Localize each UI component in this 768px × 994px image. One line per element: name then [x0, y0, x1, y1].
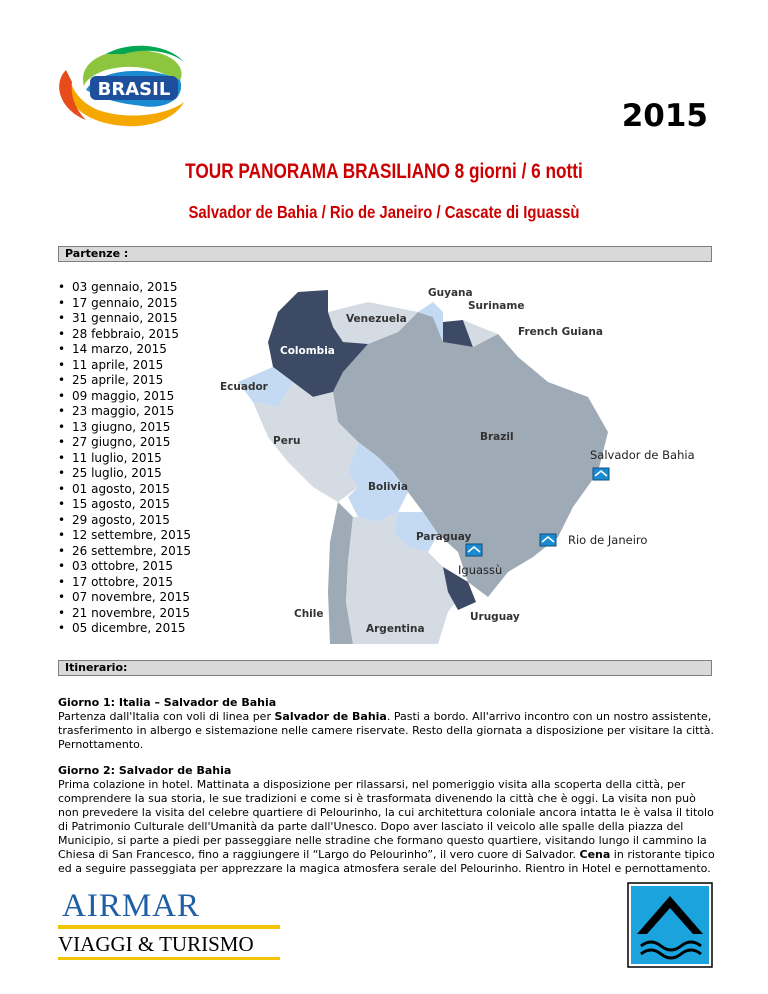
itinerary-day-1: [58, 696, 718, 752]
list-item: • 01 agosto, 2015: [58, 482, 191, 498]
list-item: • 11 aprile, 2015: [58, 358, 191, 374]
list-item: • 28 febbraio, 2015: [58, 327, 191, 343]
list-item: • 07 novembre, 2015: [58, 590, 191, 606]
label-bolivia: Bolivia: [368, 481, 408, 493]
iguassu-marker: [466, 544, 482, 556]
label-venezuela: Venezuela: [346, 313, 407, 325]
label-salvador: Salvador de Bahia: [590, 448, 695, 462]
page-subtitle: Salvador de Bahia / Rio de Janeiro / Cascate di Iguassù: [188, 202, 580, 222]
label-colombia: Colombia: [280, 345, 335, 357]
label-rio: Rio de Janeiro: [568, 533, 648, 547]
label-suriname: Suriname: [468, 300, 525, 312]
partenze-section-header: Partenze :: [58, 246, 712, 262]
label-ecuador: Ecuador: [220, 381, 268, 393]
list-item: • 13 giugno, 2015: [58, 420, 191, 436]
label-french-guiana: French Guiana: [518, 326, 603, 338]
day-description: Partenza dall'Italia con voli di linea per Salvador de Bahia. Pasti a bordo. All'arrivo incontro con un nostro assistente, trasferimento in albergo e sistemazione nelle camere riservate. Resto della giornata a disposizione per visitare la città. Pernottamento.: [58, 710, 715, 751]
list-item: • 25 luglio, 2015: [58, 466, 191, 482]
list-item: • 31 gennaio, 2015: [58, 311, 191, 327]
list-item: • 21 novembre, 2015: [58, 606, 191, 622]
label-uruguay: Uruguay: [470, 611, 520, 623]
logo-divider: [58, 925, 280, 929]
list-item: • 17 ottobre, 2015: [58, 575, 191, 591]
mountain-wave-logo-icon: [627, 882, 713, 968]
day-description: Prima colazione in hotel. Mattinata a disposizione per rilassarsi, nel pomeriggio visita alla scoperta della città, per comprendere la sua storia, le sue tradizioni e come si è trasformata divenendo la città che è oggi. La visita non può non prevedere la visita del celebre quartiere di Pelourinho, la cui architettura coloniale ancora intatta le è valsa il titolo di Patrimonio Culturale dell'Umanità da parte dall'Unesco. Dopo aver lasciato il veicolo alle spalle della piazza del Municipio, si parte a piedi per passeggiare nelle stradine che formano questo quartiere, visitando lungo il cammino la Chiesa di San Francesco, fino a raggiungere il “Largo do Pelourinho”, il vero cuore di Salvador. Cena in ristorante tipico ed a seguire passeggiata per apprezzare la magica atmosfera serale del Pelourinho. Rientro in Hotel e pernottamento.: [58, 778, 715, 875]
label-brazil: Brazil: [480, 431, 514, 443]
airmar-logo: [58, 888, 280, 954]
rio-marker: [540, 534, 556, 546]
logo-divider: [58, 957, 280, 960]
page-title: TOUR PANORAMA BRASILIANO 8 giorni / 6 notti: [185, 160, 583, 183]
brasil-logo-text: BRASIL: [97, 79, 171, 100]
list-item: • 09 maggio, 2015: [58, 389, 191, 405]
list-item: • 23 maggio, 2015: [58, 404, 191, 420]
itinerario-section-header: Itinerario:: [58, 660, 712, 676]
list-item: • 12 settembre, 2015: [58, 528, 191, 544]
list-item: • 27 giugno, 2015: [58, 435, 191, 451]
list-item: • 29 agosto, 2015: [58, 513, 191, 529]
list-item: • 03 ottobre, 2015: [58, 559, 191, 575]
company-name: AIRMAR: [62, 888, 201, 924]
label-peru: Peru: [273, 435, 301, 447]
year-label: 2015: [621, 98, 708, 134]
south-america-map: [218, 272, 718, 644]
list-item: • 03 gennaio, 2015: [58, 280, 191, 296]
label-guyana: Guyana: [428, 287, 473, 299]
company-tagline: VIAGGI & TURISMO: [58, 932, 254, 956]
day-heading: Giorno 1: Italia – Salvador de Bahia: [58, 696, 277, 709]
day-heading: Giorno 2: Salvador de Bahia: [58, 764, 232, 777]
brasil-logo: [46, 40, 196, 132]
label-iguassu: Iguassù: [458, 563, 503, 577]
list-item: • 25 aprile, 2015: [58, 373, 191, 389]
salvador-marker: [593, 468, 609, 480]
itinerary-day-2: [58, 764, 718, 876]
list-item: • 14 marzo, 2015: [58, 342, 191, 358]
list-item: • 05 dicembre, 2015: [58, 621, 191, 637]
departure-dates-list: [58, 280, 191, 637]
label-paraguay: Paraguay: [416, 531, 472, 543]
label-chile: Chile: [294, 608, 324, 620]
label-argentina: Argentina: [366, 623, 425, 635]
list-item: • 11 luglio, 2015: [58, 451, 191, 467]
list-item: • 17 gennaio, 2015: [58, 296, 191, 312]
list-item: • 26 settembre, 2015: [58, 544, 191, 560]
list-item: • 15 agosto, 2015: [58, 497, 191, 513]
